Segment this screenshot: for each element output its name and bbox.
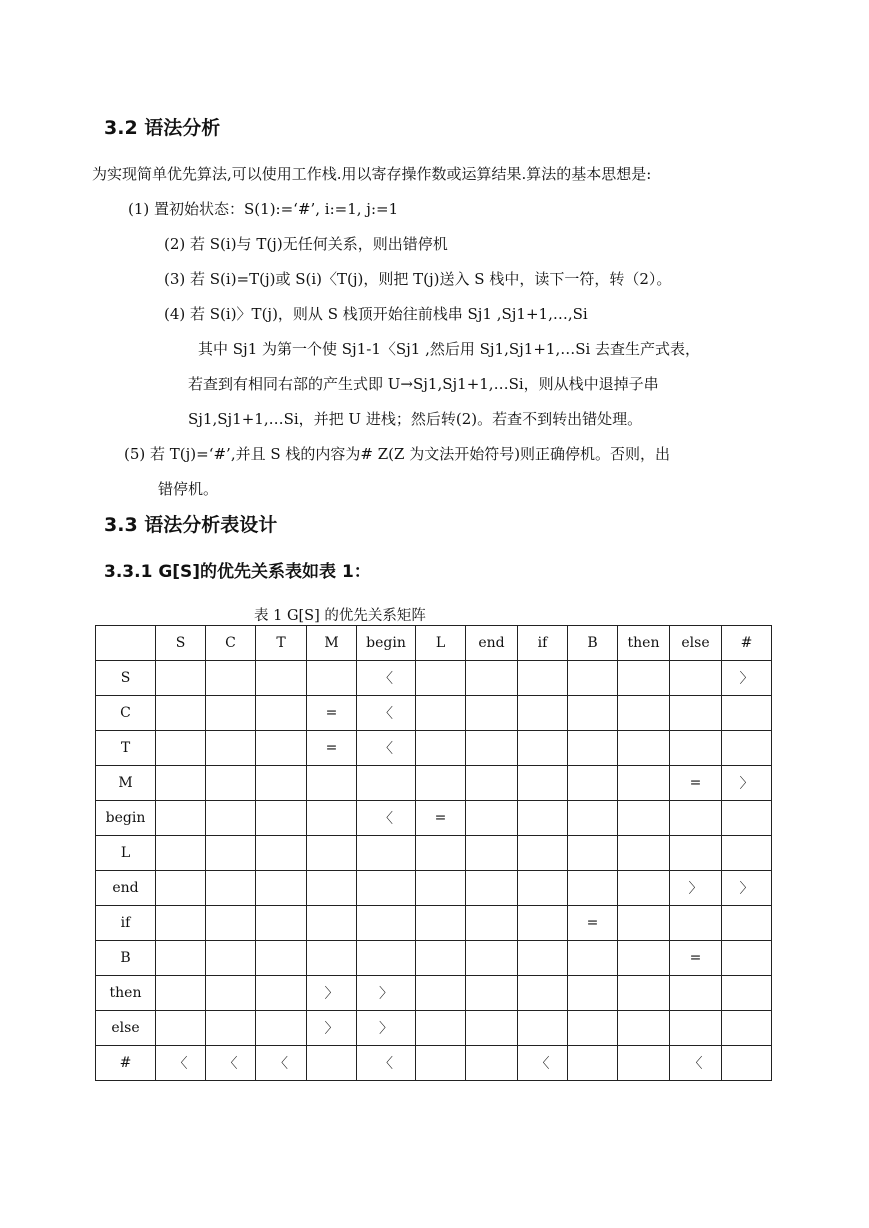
relation-cell: 〉 <box>307 976 357 1011</box>
relation-cell: = <box>416 801 466 836</box>
relation-cell <box>568 766 618 801</box>
relation-cell <box>357 941 416 976</box>
relation-cell <box>206 731 256 766</box>
relation-cell <box>670 661 722 696</box>
relation-cell <box>416 1046 466 1081</box>
relation-cell <box>568 1011 618 1046</box>
relation-cell <box>568 871 618 906</box>
relation-cell <box>256 976 307 1011</box>
relation-cell <box>256 906 307 941</box>
relation-cell: = <box>307 731 357 766</box>
table-row <box>96 696 772 731</box>
relation-cell <box>156 661 206 696</box>
table-row <box>96 906 772 941</box>
column-header: # <box>722 626 772 661</box>
relation-cell <box>568 1046 618 1081</box>
relation-cell <box>568 976 618 1011</box>
column-header: then <box>618 626 670 661</box>
relation-cell <box>618 976 670 1011</box>
relation-cell <box>618 696 670 731</box>
column-header: end <box>466 626 518 661</box>
column-header: C <box>206 626 256 661</box>
relation-cell <box>618 766 670 801</box>
relation-cell <box>518 661 568 696</box>
row-header: # <box>96 1046 156 1081</box>
row-header: M <box>96 766 156 801</box>
relation-cell <box>256 801 307 836</box>
relation-cell <box>466 871 518 906</box>
relation-cell <box>206 661 256 696</box>
relation-cell: 〉 <box>670 871 722 906</box>
relation-cell <box>618 661 670 696</box>
column-header: B <box>568 626 618 661</box>
relation-cell <box>466 731 518 766</box>
relation-cell: = <box>307 696 357 731</box>
relation-cell <box>466 941 518 976</box>
relation-cell: 〉 <box>722 871 772 906</box>
relation-cell <box>307 801 357 836</box>
relation-cell <box>518 836 568 871</box>
relation-cell: 〈 <box>357 696 416 731</box>
relation-cell <box>416 941 466 976</box>
column-header: M <box>307 626 357 661</box>
relation-cell <box>156 871 206 906</box>
relation-cell: 〉 <box>307 1011 357 1046</box>
relation-cell <box>568 836 618 871</box>
relation-cell <box>568 941 618 976</box>
step-5-continued: 错停机。 <box>158 480 219 498</box>
relation-cell <box>618 801 670 836</box>
relation-cell: 〈 <box>670 1046 722 1081</box>
relation-cell <box>416 696 466 731</box>
relation-cell <box>722 801 772 836</box>
column-header: if <box>518 626 568 661</box>
table-corner-cell <box>96 626 156 661</box>
row-header: L <box>96 836 156 871</box>
relation-cell <box>466 661 518 696</box>
relation-cell <box>670 976 722 1011</box>
table-row <box>96 801 772 836</box>
relation-cell <box>518 1011 568 1046</box>
relation-cell <box>518 941 568 976</box>
relation-cell <box>256 731 307 766</box>
relation-cell <box>618 1046 670 1081</box>
relation-cell: 〈 <box>357 661 416 696</box>
relation-cell: 〈 <box>357 801 416 836</box>
relation-cell <box>466 766 518 801</box>
step-3: (3) 若 S(i)=T(j)或 S(i)〈T(j)，则把 T(j)送入 S 栈中，读下一符，转（2）。 <box>164 270 672 288</box>
relation-cell <box>206 836 256 871</box>
relation-cell <box>416 1011 466 1046</box>
relation-cell <box>568 731 618 766</box>
relation-cell <box>670 731 722 766</box>
relation-cell <box>256 696 307 731</box>
relation-cell <box>256 1011 307 1046</box>
section-heading-3-2: 3.2 语法分析 <box>104 117 221 139</box>
relation-cell <box>156 801 206 836</box>
table-row <box>96 976 772 1011</box>
relation-cell <box>256 661 307 696</box>
section-heading-3-3-1: 3.3.1 G[S]的优先关系表如表 1： <box>104 562 371 582</box>
relation-cell <box>206 766 256 801</box>
relation-cell <box>357 871 416 906</box>
table-caption: 表 1 G[S] 的优先关系矩阵 <box>254 608 426 624</box>
step-4-line-b: 若查到有相同右部的产生式即 U→Sj1,Sj1+1,…Si，则从栈中退掉子串 <box>188 375 659 393</box>
relation-cell <box>518 731 568 766</box>
relation-cell <box>722 976 772 1011</box>
relation-cell <box>466 1046 518 1081</box>
relation-cell <box>518 906 568 941</box>
relation-cell: 〈 <box>357 1046 416 1081</box>
relation-cell <box>466 976 518 1011</box>
relation-cell <box>256 766 307 801</box>
row-header: else <box>96 1011 156 1046</box>
relation-cell <box>416 871 466 906</box>
relation-cell <box>670 696 722 731</box>
relation-cell: 〈 <box>357 731 416 766</box>
relation-cell <box>416 836 466 871</box>
relation-cell <box>357 836 416 871</box>
relation-cell <box>416 976 466 1011</box>
row-header: S <box>96 661 156 696</box>
relation-cell <box>156 696 206 731</box>
relation-cell <box>307 661 357 696</box>
table-row <box>96 766 772 801</box>
row-header: then <box>96 976 156 1011</box>
step-4-line-a: 其中 Sj1 为第一个使 Sj1-1〈Sj1 ,然后用 Sj1,Sj1+1,…Si 去查生产式表， <box>198 340 701 358</box>
relation-cell <box>518 766 568 801</box>
relation-cell <box>568 801 618 836</box>
relation-cell <box>466 1011 518 1046</box>
relation-cell: = <box>670 941 722 976</box>
relation-cell <box>206 941 256 976</box>
relation-cell <box>518 801 568 836</box>
relation-cell <box>518 976 568 1011</box>
relation-cell <box>568 696 618 731</box>
relation-cell <box>307 766 357 801</box>
relation-cell <box>156 941 206 976</box>
step-5: (5) 若 T(j)=‘#’,并且 S 栈的内容为# Z(Z 为文法开始符号)则正确停机。否则，出 <box>124 445 671 463</box>
table-row <box>96 1011 772 1046</box>
relation-cell <box>307 836 357 871</box>
relation-cell <box>156 836 206 871</box>
precedence-matrix <box>95 625 772 1081</box>
step-4-line-c: Sj1,Sj1+1,…Si，并把 U 进栈；然后转(2)。若查不到转出错处理。 <box>188 410 643 428</box>
relation-cell <box>416 731 466 766</box>
relation-cell <box>618 941 670 976</box>
relation-cell <box>722 906 772 941</box>
table-row <box>96 1046 772 1081</box>
relation-cell <box>518 696 568 731</box>
relation-cell <box>307 906 357 941</box>
row-header: T <box>96 731 156 766</box>
relation-cell <box>722 696 772 731</box>
column-header: T <box>256 626 307 661</box>
relation-cell <box>307 871 357 906</box>
relation-cell <box>416 661 466 696</box>
relation-cell <box>156 766 206 801</box>
relation-cell <box>568 661 618 696</box>
relation-cell <box>722 836 772 871</box>
table-row <box>96 731 772 766</box>
relation-cell <box>206 1011 256 1046</box>
relation-cell <box>722 1011 772 1046</box>
relation-cell <box>307 941 357 976</box>
relation-cell <box>722 941 772 976</box>
relation-cell <box>256 836 307 871</box>
section-heading-3-3: 3.3 语法分析表设计 <box>104 514 278 536</box>
relation-cell <box>466 836 518 871</box>
table-row <box>96 836 772 871</box>
relation-cell <box>206 906 256 941</box>
relation-cell <box>156 731 206 766</box>
relation-cell <box>206 801 256 836</box>
step-1: (1) 置初始状态：S(1):=‘#’, i:=1, j:=1 <box>128 200 399 218</box>
relation-cell: 〈 <box>256 1046 307 1081</box>
relation-cell <box>618 1011 670 1046</box>
relation-cell <box>670 906 722 941</box>
row-header: B <box>96 941 156 976</box>
relation-cell <box>722 731 772 766</box>
relation-cell <box>206 696 256 731</box>
relation-cell <box>307 1046 357 1081</box>
column-header: L <box>416 626 466 661</box>
relation-cell <box>206 871 256 906</box>
relation-cell <box>670 1011 722 1046</box>
relation-cell <box>466 801 518 836</box>
relation-cell: 〈 <box>518 1046 568 1081</box>
relation-cell: 〈 <box>156 1046 206 1081</box>
relation-cell <box>618 871 670 906</box>
relation-cell <box>466 696 518 731</box>
relation-cell <box>156 976 206 1011</box>
table-row <box>96 661 772 696</box>
relation-cell <box>357 906 416 941</box>
relation-cell <box>256 941 307 976</box>
relation-cell: 〉 <box>357 976 416 1011</box>
table-row <box>96 871 772 906</box>
relation-cell <box>256 871 307 906</box>
relation-cell <box>156 1011 206 1046</box>
row-header: C <box>96 696 156 731</box>
relation-cell <box>618 731 670 766</box>
relation-cell: 〉 <box>722 661 772 696</box>
relation-cell <box>357 766 416 801</box>
relation-cell <box>618 906 670 941</box>
relation-cell <box>518 871 568 906</box>
column-header: S <box>156 626 206 661</box>
column-header: else <box>670 626 722 661</box>
relation-cell <box>670 836 722 871</box>
step-4: (4) 若 S(i)〉T(j)，则从 S 栈顶开始往前栈串 Sj1 ,Sj1+1,…,Si <box>164 305 588 323</box>
relation-cell: 〈 <box>206 1046 256 1081</box>
column-header: begin <box>357 626 416 661</box>
row-header: begin <box>96 801 156 836</box>
relation-cell: 〉 <box>357 1011 416 1046</box>
relation-cell <box>206 976 256 1011</box>
relation-cell: = <box>568 906 618 941</box>
relation-cell <box>156 906 206 941</box>
relation-cell <box>466 906 518 941</box>
intro-paragraph: 为实现简单优先算法,可以使用工作栈.用以寄存操作数或运算结果.算法的基本思想是: <box>92 165 652 183</box>
row-header: if <box>96 906 156 941</box>
relation-cell <box>722 1046 772 1081</box>
relation-cell: 〉 <box>722 766 772 801</box>
relation-cell: = <box>670 766 722 801</box>
table-row <box>96 941 772 976</box>
relation-cell <box>670 801 722 836</box>
relation-cell <box>618 836 670 871</box>
step-2: (2) 若 S(i)与 T(j)无任何关系，则出错停机 <box>164 235 448 253</box>
relation-cell <box>416 766 466 801</box>
relation-cell <box>416 906 466 941</box>
table-header-row <box>96 626 772 661</box>
row-header: end <box>96 871 156 906</box>
